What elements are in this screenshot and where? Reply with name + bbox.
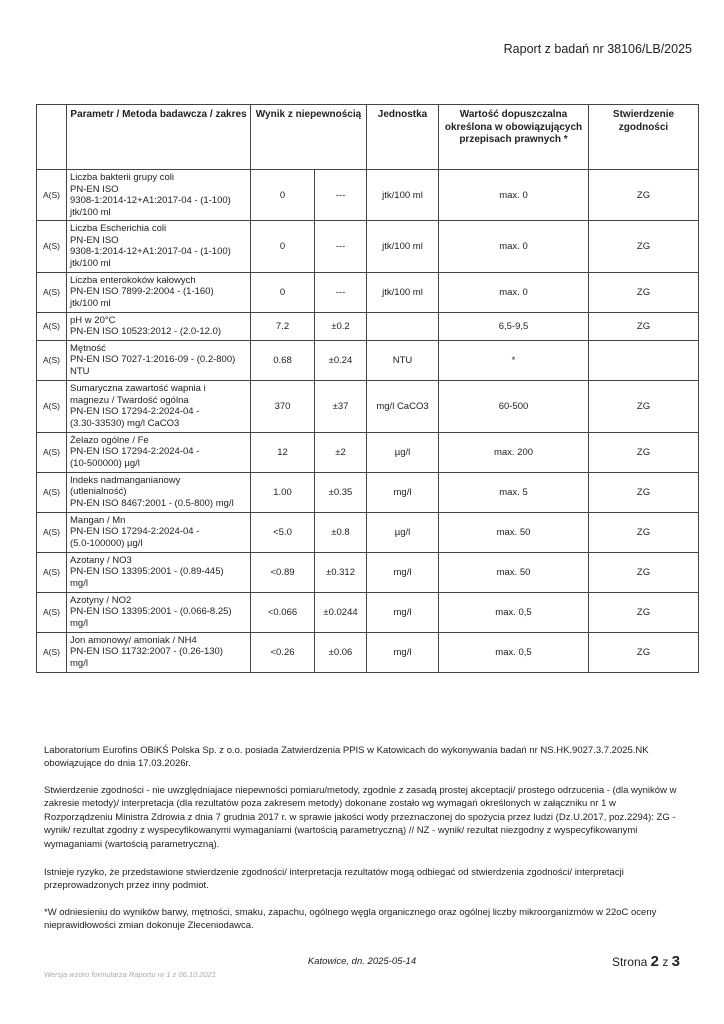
row-limit: 60-500 [439,380,589,432]
row-mark: A(S) [37,632,67,672]
row-limit: max. 0 [439,221,589,272]
table-header-row [37,105,699,170]
row-conformity: ZG [589,170,699,221]
table-row [37,380,699,432]
row-conformity: ZG [589,552,699,592]
row-mark: A(S) [37,272,67,312]
row-uncertainty: --- [315,221,367,272]
results-table [36,104,699,673]
table-row [37,340,699,380]
row-mark: A(S) [37,170,67,221]
row-result: 0 [251,272,315,312]
page-number [612,953,680,970]
table-row [37,632,699,672]
row-limit: max. 50 [439,512,589,552]
row-uncertainty: ±0.2 [315,312,367,340]
row-limit: * [439,340,589,380]
row-param: Mętność PN-EN ISO 7027-1:2016-09 - (0.2-800) NTU [67,340,251,380]
row-result: 7.2 [251,312,315,340]
row-result: 1.00 [251,472,315,512]
row-uncertainty: ±2 [315,432,367,472]
row-limit: max. 0 [439,170,589,221]
row-mark: A(S) [37,512,67,552]
row-uncertainty: ±0.24 [315,340,367,380]
row-param: pH w 20°C PN-EN ISO 10523:2012 - (2.0-12.0) [67,312,251,340]
row-limit: max. 0,5 [439,592,589,632]
row-conformity [589,340,699,380]
row-unit: mg/l [367,472,439,512]
row-mark: A(S) [37,221,67,272]
row-conformity: ZG [589,432,699,472]
note-conformity-text: Stwierdzenie zgodności - nie uwzględniajace niepewności pomiaru/metody, zgodnie z zasadą prostej akceptacji/ prostego odrzucenia - (dla wyników w zakresie metody)/ interpretacja (dla rezultatów poza zakresem metody) dokonane zostało wg wymagań określonych w załączniku nr 1 w Rozporządzeniu Ministra Zdrowia z dnia 7 grudnia 2017 r. w sprawie jakości wody przeznaczonej do spożycia przez ludzi (Dz.U.2017, poz.2294): ZG - wynik/ rezultat zgodny z wyspecyfikowanymi wymaganiami (wartością parametryczną) // NZ - wynik/ rezultat niezgodny z wyspecyfikowanymi wymaganiami (wartością parametryczną). [44,785,677,850]
row-uncertainty: ±0.8 [315,512,367,552]
table-row [37,512,699,552]
row-param: Azotyny / NO2 PN-EN ISO 13395:2001 - (0.066-8.25) mg/l [67,592,251,632]
row-limit: max. 200 [439,432,589,472]
note-conformity [44,784,684,851]
table-row [37,170,699,221]
row-uncertainty: ±0.06 [315,632,367,672]
place-date: Katowice, dn. 2025-05-14 [307,956,417,967]
table-row [37,592,699,632]
row-result: <0.066 [251,592,315,632]
row-conformity: ZG [589,312,699,340]
row-conformity: ZG [589,272,699,312]
row-param: Żelazo ogólne / Fe PN-EN ISO 17294-2:2024-04 - (10-500000) µg/l [67,432,251,472]
row-mark: A(S) [37,432,67,472]
row-unit: µg/l [367,512,439,552]
table-row [37,312,699,340]
row-limit: 6,5-9,5 [439,312,589,340]
row-unit: NTU [367,340,439,380]
row-uncertainty: --- [315,170,367,221]
row-param: Liczba Escherichia coli PN-EN ISO 9308-1:2014-12+A1:2017-04 - (1-100) jtk/100 ml [67,221,251,272]
note-risk [44,866,684,893]
row-mark: A(S) [37,380,67,432]
header-param: Parametr / Metoda badawcza / zakres [67,105,251,170]
header-mark [37,105,67,170]
row-unit: jtk/100 ml [367,272,439,312]
row-mark: A(S) [37,592,67,632]
row-mark: A(S) [37,340,67,380]
row-mark: A(S) [37,472,67,512]
row-result: <5.0 [251,512,315,552]
row-uncertainty: ±0.0244 [315,592,367,632]
table-row [37,552,699,592]
row-mark: A(S) [37,552,67,592]
table-row [37,272,699,312]
note-asterisk-text: *W odniesieniu do wyników barwy, mętności, smaku, zapachu, ogólnego węgla organicznego oraz ogólnej liczby mikroorganizmów w 22oC oceny nieprawidłowości zmian dokonuje Zleceniodawca. [44,907,657,932]
note-approval [44,744,684,771]
row-conformity: ZG [589,632,699,672]
page-separator: z [658,955,672,969]
row-limit: max. 50 [439,552,589,592]
row-result: 0.68 [251,340,315,380]
row-param: Mangan / Mn PN-EN ISO 17294-2:2024-04 - (5.0-100000) µg/l [67,512,251,552]
row-limit: max. 0,5 [439,632,589,672]
row-unit: jtk/100 ml [367,170,439,221]
row-conformity: ZG [589,512,699,552]
row-unit: mg/l [367,592,439,632]
row-result: 0 [251,170,315,221]
row-mark: A(S) [37,312,67,340]
header-result: Wynik z niepewnością [251,105,367,170]
row-result: <0.26 [251,632,315,672]
row-unit [367,312,439,340]
page-total: 3 [671,953,680,970]
row-result: 12 [251,432,315,472]
report-number: Raport z badań nr 38106/LB/2025 [503,42,692,56]
row-limit: max. 5 [439,472,589,512]
row-conformity: ZG [589,472,699,512]
row-uncertainty: ±0.312 [315,552,367,592]
row-result: <0.89 [251,552,315,592]
table-row [37,472,699,512]
row-limit: max. 0 [439,272,589,312]
row-conformity: ZG [589,380,699,432]
row-param: Sumaryczna zawartość wapnia i magnezu / Twardość ogólna PN-EN ISO 17294-2:2024-04 - (3.30-33530) mg/l CaCO3 [67,380,251,432]
note-asterisk [44,906,684,933]
row-result: 370 [251,380,315,432]
row-unit: mg/l [367,632,439,672]
header-conformity: Stwierdzenie zgodności [589,105,699,170]
row-unit: mg/l [367,552,439,592]
page-prefix: Strona [611,955,651,969]
header-unit: Jednostka [367,105,439,170]
row-conformity: ZG [589,221,699,272]
row-param: Azotany / NO3 PN-EN ISO 13395:2001 - (0.89-445) mg/l [67,552,251,592]
row-uncertainty: ±37 [315,380,367,432]
form-version: Wersja wzoru formularza Raportu nr 1 z 06.10.2021 [44,970,217,979]
row-unit: µg/l [367,432,439,472]
row-uncertainty: --- [315,272,367,312]
row-param: Liczba bakterii grupy coli PN-EN ISO 9308-1:2014-12+A1:2017-04 - (1-100) jtk/100 ml [67,170,251,221]
header-limit: Wartość dopuszczalna określona w obowiązujących przepisach prawnych * [439,105,589,170]
table-row [37,432,699,472]
row-param: Jon amonowy/ amoniak / NH4 PN-EN ISO 11732:2007 - (0.26-130) mg/l [67,632,251,672]
note-approval-text: Laboratorium Eurofins OBiKŚ Polska Sp. z o.o. posiada Zatwierdzenia PPIS w Katowicach do wykonywania badań nr NS.HK.9027.3.7.2025.NK obowiązujące do dnia 17.03.2026r. [44,745,649,770]
row-result: 0 [251,221,315,272]
row-param: Indeks nadmanganianowy (utlenialność) PN-EN ISO 8467:2001 - (0.5-800) mg/l [67,472,251,512]
row-param: Liczba enterokoków kałowych PN-EN ISO 7899-2:2004 - (1-160) jtk/100 ml [67,272,251,312]
note-risk-text: Istnieje ryzyko, że przedstawione stwierdzenie zgodności/ interpretacja rezultatów mogą odbiegać od stwierdzenia zgodności/ interpretacji przeprowadzonych przez inny podmiot. [44,867,624,892]
row-unit: jtk/100 ml [367,221,439,272]
row-conformity: ZG [589,592,699,632]
table-row [37,221,699,272]
row-uncertainty: ±0.35 [315,472,367,512]
page-current: 2 [650,953,659,970]
row-unit: mg/l CaCO3 [367,380,439,432]
